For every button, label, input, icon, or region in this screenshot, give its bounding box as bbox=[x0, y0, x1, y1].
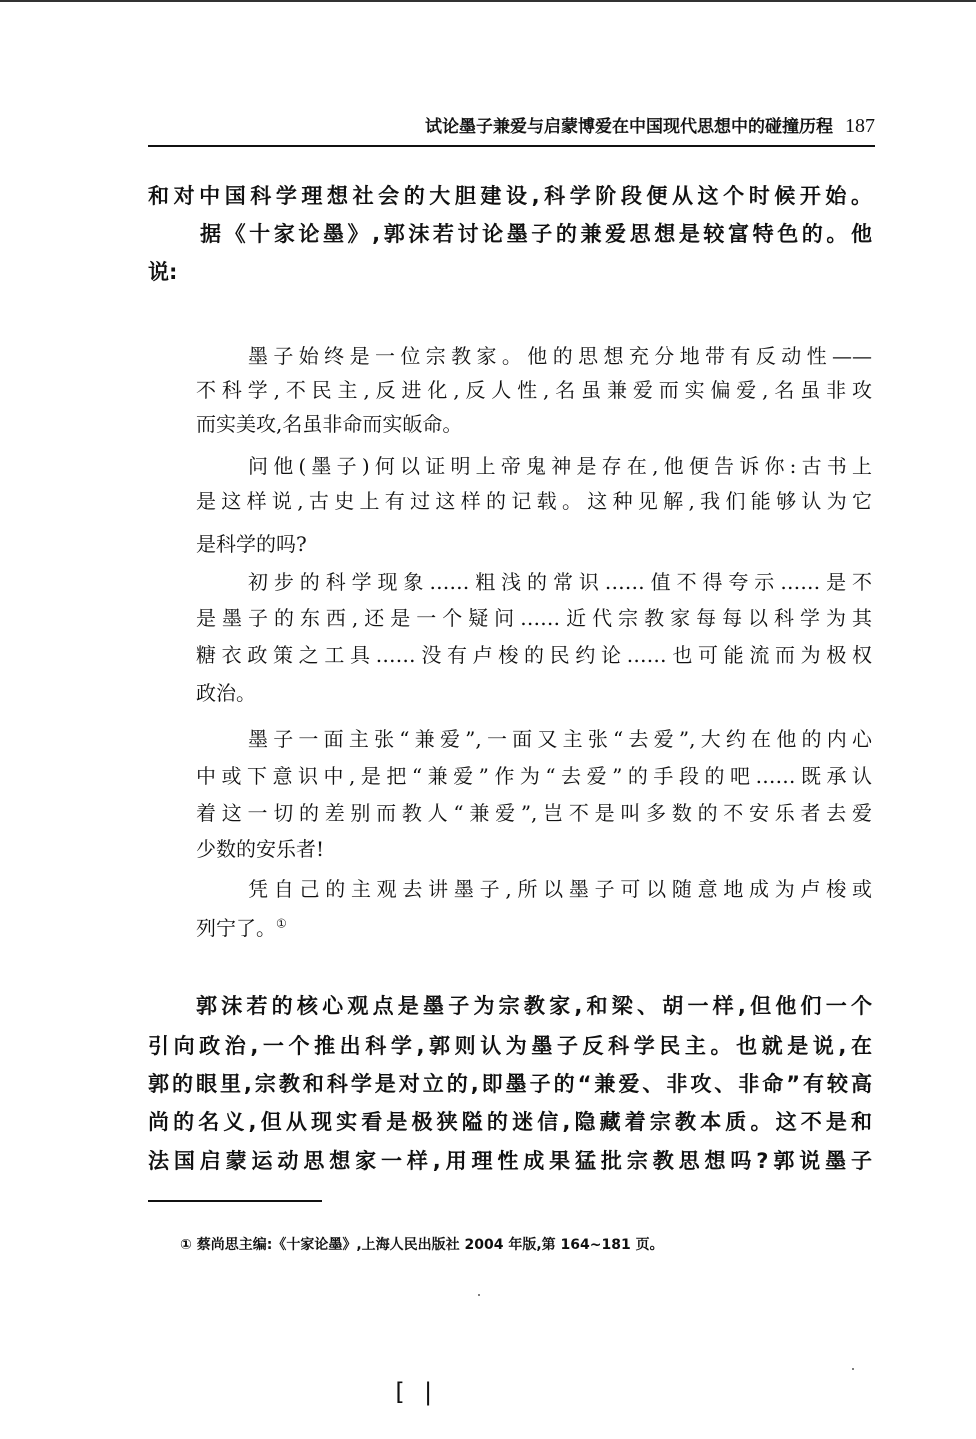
quote-line bbox=[196, 760, 872, 789]
line-text: 中或下意识中,是把“兼爱”作为“去爱”的手段的吧……既承认 bbox=[196, 764, 872, 788]
line-text: 凭自己的主观去讲墨子,所以墨子可以随意地成为卢梭或 bbox=[248, 877, 872, 901]
line-text: 是墨子的东西,还是一个疑问……近代宗教家每每以科学为其 bbox=[196, 606, 872, 630]
line-text: 而实美攻,名虽非命而实皈命。 bbox=[196, 412, 463, 436]
line-text: 郭的眼里,宗教和科学是对立的,即墨子的“兼爱、非攻、非命”有较高 bbox=[148, 1072, 872, 1096]
scan-speck bbox=[478, 1294, 480, 1296]
line-text: 墨子一面主张“兼爱”,一面又主张“去爱”,大约在他的内心 bbox=[248, 727, 872, 751]
line-text: 糖衣政策之工具……没有卢梭的民约论……也可能流而为极权 bbox=[196, 643, 872, 667]
quote-line bbox=[248, 723, 872, 752]
quote-line bbox=[196, 797, 872, 826]
line-text: 郭沫若的核心观点是墨子为宗教家,和梁、胡一样,但他们一个 bbox=[196, 994, 872, 1018]
body-line bbox=[148, 1106, 872, 1136]
quote-line bbox=[196, 639, 872, 668]
line-text: 和对中国科学理想社会的大胆建设,科学阶段便从这个时候开始。 bbox=[148, 184, 872, 208]
quote-line bbox=[196, 485, 872, 514]
quote-line bbox=[196, 408, 872, 437]
page-edge bbox=[0, 0, 976, 2]
footnote: ① 蔡尚思主编:《十家论墨》,上海人民出版社 2004 年版,第 164~181 页。 bbox=[180, 1237, 664, 1253]
line-text: 尚的名义,但从现实看是极狭隘的迷信,隐藏着宗教本质。这不是和 bbox=[148, 1110, 872, 1134]
scan-marks: [ | bbox=[392, 1378, 436, 1406]
page-number: 187 bbox=[845, 115, 875, 137]
body-line bbox=[148, 1030, 872, 1060]
quote-line bbox=[248, 566, 872, 595]
quote-line bbox=[248, 873, 872, 902]
line-text: 不科学,不民主,反进化,反人性,名虽兼爱而实偏爱,名虽非攻 bbox=[196, 378, 872, 402]
line-text: 说: bbox=[148, 260, 178, 284]
line-text: 引向政治,一个推出科学,郭则认为墨子反科学民主。也就是说,在 bbox=[148, 1034, 872, 1058]
line-text: 列宁了。 bbox=[196, 916, 276, 940]
line-text: 是这样说,古史上有过这样的记载。这种见解,我们能够认为它 bbox=[196, 489, 872, 513]
line-text: 初步的科学现象……粗浅的常识……值不得夸示……是不 bbox=[248, 570, 872, 594]
body-line bbox=[148, 1145, 872, 1175]
line-text: 据《十家论墨》,郭沫若讨论墨子的兼爱思想是较富特色的。他 bbox=[200, 222, 872, 246]
quote-line bbox=[196, 833, 872, 862]
line-text: 墨子始终是一位宗教家。他的思想充分地带有反动性—— bbox=[248, 344, 872, 368]
quote-line bbox=[248, 340, 872, 369]
line-text: 是科学的吗? bbox=[196, 532, 307, 556]
quote-line bbox=[196, 528, 872, 557]
body-line bbox=[196, 990, 872, 1020]
line-text: 政治。 bbox=[196, 681, 256, 705]
body-line bbox=[148, 1068, 872, 1098]
header-rule bbox=[148, 145, 875, 147]
quote-line bbox=[196, 677, 872, 706]
running-header bbox=[148, 112, 875, 142]
footnote-separator bbox=[148, 1200, 322, 1202]
footnote-reference[interactable]: ① bbox=[276, 916, 287, 931]
body-line bbox=[148, 256, 872, 286]
quote-line bbox=[196, 912, 872, 941]
body-line bbox=[200, 218, 872, 248]
quote-line bbox=[196, 602, 872, 631]
header-title: 试论墨子兼爱与启蒙博爱在中国现代思想中的碰撞历程 bbox=[425, 117, 833, 137]
scan-speck bbox=[852, 1368, 854, 1370]
body-line bbox=[148, 180, 872, 210]
line-text: 问他(墨子)何以证明上帝鬼神是存在,他便告诉你:古书上 bbox=[248, 454, 872, 478]
quote-line bbox=[248, 450, 872, 479]
line-text: 法国启蒙运动思想家一样,用理性成果猛批宗教思想吗?郭说墨子 bbox=[148, 1149, 872, 1173]
line-text: 着这一切的差别而教人“兼爱”,岂不是叫多数的不安乐者去爱 bbox=[196, 801, 872, 825]
quote-line bbox=[196, 374, 872, 403]
line-text: 少数的安乐者! bbox=[196, 837, 325, 861]
